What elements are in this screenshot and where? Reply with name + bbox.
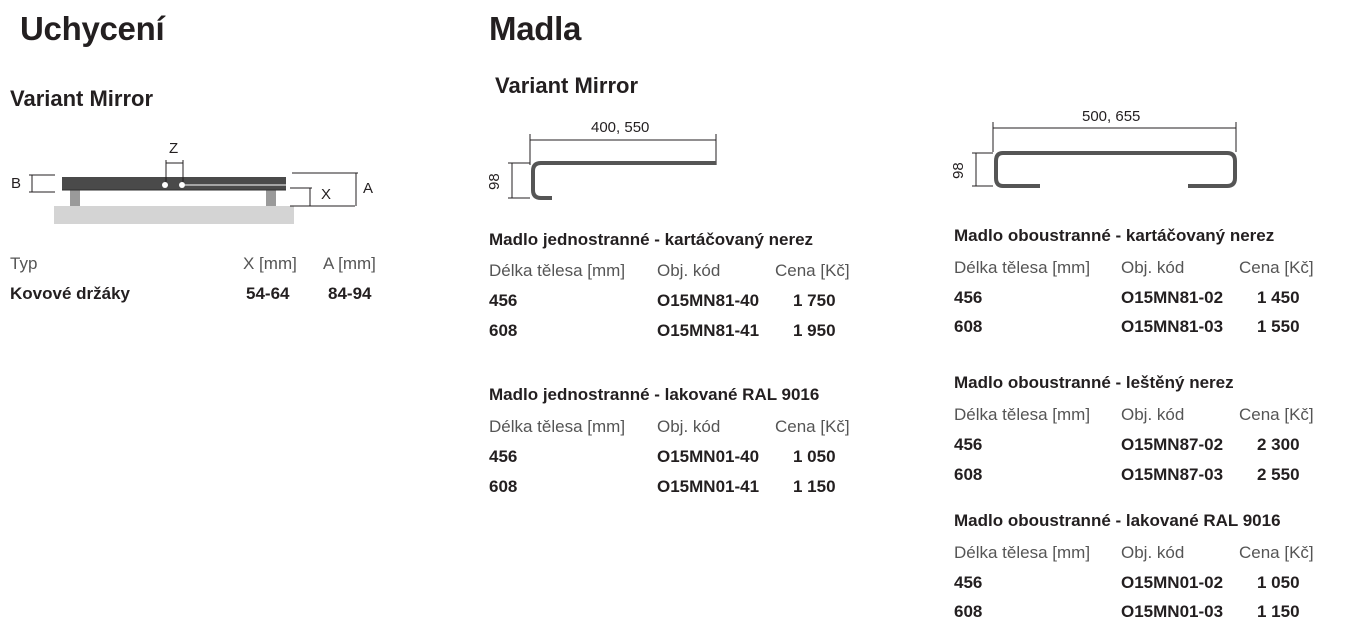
column-header-code: Obj. kód — [657, 261, 721, 280]
table-header-a: A [mm] — [323, 254, 376, 273]
section-title: Madlo jednostranné - kartáčovaný nerez — [489, 230, 814, 249]
cell-length: 608 — [954, 465, 983, 484]
column-header-length: Délka tělesa [mm] — [954, 258, 1091, 277]
cell-length: 456 — [489, 447, 518, 466]
column-header-price: Cena [Kč] — [1239, 405, 1314, 424]
column-header-code: Obj. kód — [1121, 543, 1185, 562]
cell-length: 608 — [489, 477, 518, 496]
column-header-length: Délka tělesa [mm] — [489, 261, 626, 280]
single-height-label: 98 — [486, 173, 503, 190]
column-header-length: Délka tělesa [mm] — [954, 543, 1091, 562]
dimension-z-label: Z — [169, 140, 179, 157]
cell-length: 456 — [954, 573, 983, 592]
uchyceni-heading: Uchycení — [20, 10, 165, 47]
section-title: Madlo oboustranné - kartáčovaný nerez — [954, 226, 1275, 245]
cell-price: 1 150 — [793, 477, 836, 496]
column-header-price: Cena [Kč] — [1239, 543, 1314, 562]
table-header-typ: Typ — [10, 254, 38, 273]
cell-length: 456 — [954, 435, 983, 454]
dimension-b-label: B — [11, 175, 22, 192]
section-title: Madlo oboustranné - leštěný nerez — [954, 373, 1234, 392]
column-header-length: Délka tělesa [mm] — [954, 405, 1091, 424]
cell-price: 1 950 — [793, 321, 836, 340]
cell-code: O15MN81-40 — [657, 291, 760, 310]
column-header-price: Cena [Kč] — [775, 261, 850, 280]
double-length-label: 500, 655 — [1082, 108, 1141, 125]
cell-code: O15MN87-02 — [1121, 435, 1224, 454]
column-header-code: Obj. kód — [1121, 258, 1185, 277]
cell-price: 2 300 — [1257, 435, 1300, 454]
double-height-label: 98 — [950, 162, 967, 179]
madla-variant-title: Variant Mirror — [495, 73, 639, 98]
column-header-price: Cena [Kč] — [1239, 258, 1314, 277]
cell-code: O15MN87-03 — [1121, 465, 1224, 484]
column-header-price: Cena [Kč] — [775, 417, 850, 436]
table-cell-a: 84-94 — [328, 284, 372, 303]
single-length-label: 400, 550 — [591, 119, 650, 136]
table-cell-x: 54-64 — [246, 284, 290, 303]
cell-length: 456 — [489, 291, 518, 310]
dimension-a-label: A — [363, 180, 374, 197]
cell-code: O15MN01-41 — [657, 477, 760, 496]
cell-code: O15MN01-40 — [657, 447, 760, 466]
cell-length: 456 — [954, 288, 983, 307]
cell-code: O15MN81-02 — [1121, 288, 1224, 307]
table-cell-typ: Kovové držáky — [10, 284, 130, 303]
cell-length: 608 — [489, 321, 518, 340]
cell-code: O15MN81-41 — [657, 321, 760, 340]
column-header-length: Délka tělesa [mm] — [489, 417, 626, 436]
cell-length: 608 — [954, 602, 983, 621]
cell-price: 1 150 — [1257, 602, 1300, 621]
madla-heading: Madla — [489, 10, 582, 47]
cell-code: O15MN01-03 — [1121, 602, 1224, 621]
cell-code: O15MN81-03 — [1121, 317, 1224, 336]
dimension-x-label: X — [321, 186, 332, 203]
column-header-code: Obj. kód — [1121, 405, 1185, 424]
cell-code: O15MN01-02 — [1121, 573, 1224, 592]
table-header-x: X [mm] — [243, 254, 297, 273]
cell-price: 1 550 — [1257, 317, 1300, 336]
cell-price: 1 050 — [793, 447, 836, 466]
uchyceni-variant-title: Variant Mirror — [10, 86, 154, 111]
double-handle-diagram — [0, 0, 1, 1]
cell-price: 1 450 — [1257, 288, 1300, 307]
column-header-code: Obj. kód — [657, 417, 721, 436]
section-title: Madlo oboustranné - lakované RAL 9016 — [954, 511, 1281, 530]
cell-price: 2 550 — [1257, 465, 1300, 484]
cell-length: 608 — [954, 317, 983, 336]
section-title: Madlo jednostranné - lakované RAL 9016 — [489, 385, 820, 404]
cell-price: 1 050 — [1257, 573, 1300, 592]
cell-price: 1 750 — [793, 291, 836, 310]
